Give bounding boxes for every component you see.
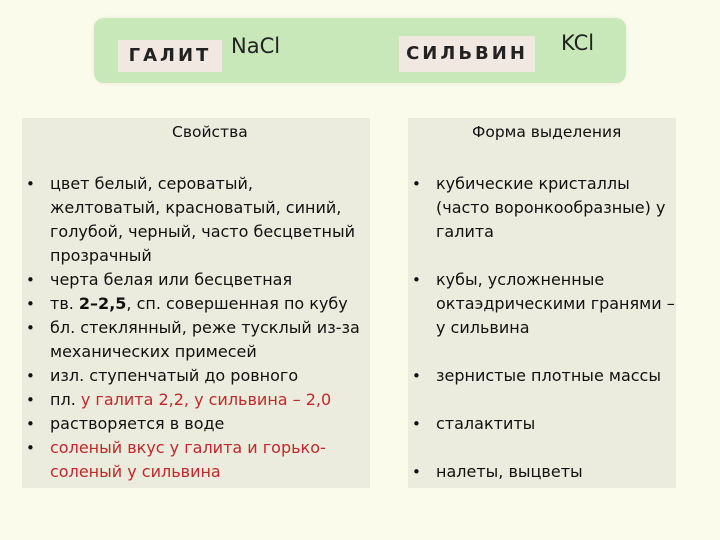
property-item (22, 436, 367, 484)
bullet-dot-icon: • (26, 271, 35, 289)
bullet-dot-icon: • (26, 319, 35, 337)
bullet-dot-icon: • (26, 391, 35, 409)
property-item (22, 412, 367, 436)
bullet-dot-icon: • (26, 367, 35, 385)
form-text: кубы, усложненные октаэдрическими гранями – у сильвина (436, 270, 675, 337)
forms-list (408, 172, 678, 508)
bullet-dot-icon: • (26, 295, 35, 313)
property-text: черта белая или бесцветная (50, 270, 293, 289)
bullet-dot-icon: • (412, 415, 421, 433)
bullet-dot-icon: • (412, 463, 421, 481)
property-text: , сп. совершенная по кубу (126, 294, 348, 313)
property-item (22, 292, 367, 316)
property-text: 2–2,5 (78, 294, 127, 313)
form-text: кубические кристаллы (часто воронкообразные) у галита (436, 174, 666, 241)
properties-list (22, 172, 367, 484)
form-item (408, 364, 678, 388)
property-text: пл. (50, 390, 81, 409)
property-text: тв. (50, 294, 79, 313)
form-item (408, 412, 678, 436)
sylvite-formula: KCl (561, 31, 595, 55)
form-item (408, 172, 678, 244)
form-text: зернистые плотные массы (436, 366, 661, 385)
bullet-dot-icon: • (412, 367, 421, 385)
halite-label: ГАЛИТ (118, 40, 222, 72)
property-item (22, 172, 367, 268)
property-item (22, 268, 367, 292)
bullet-dot-icon: • (26, 439, 35, 457)
property-item (22, 364, 367, 388)
bullet-dot-icon: • (412, 271, 421, 289)
bullet-dot-icon: • (412, 175, 421, 193)
property-text: растворяется в воде (50, 414, 225, 433)
property-text: соленый вкус у галита и горько-соленый у сильвина (50, 438, 326, 481)
property-item (22, 388, 367, 412)
form-text: налеты, выцветы (436, 462, 583, 481)
property-text: у галита 2,2, у сильвина – 2,0 (80, 390, 332, 409)
bullet-dot-icon: • (26, 415, 35, 433)
form-text: сталактиты (436, 414, 536, 433)
property-text: изл. ступенчатый до ровного (50, 366, 299, 385)
property-item (22, 316, 367, 364)
halite-formula: NaCl (231, 34, 281, 58)
forms-title: Форма выделения (472, 123, 622, 141)
bullet-dot-icon: • (26, 175, 35, 193)
properties-title: Свойства (172, 123, 248, 141)
sylvite-label: СИЛЬВИН (399, 36, 535, 72)
property-text: цвет белый, сероватый, желтоватый, красноватый, синий, голубой, черный, часто бесцветный прозрачный (50, 174, 355, 265)
form-item (408, 460, 678, 484)
property-text: бл. стеклянный, реже тусклый из-за механических примесей (50, 318, 360, 361)
form-item (408, 268, 678, 340)
header-bar (94, 18, 626, 83)
